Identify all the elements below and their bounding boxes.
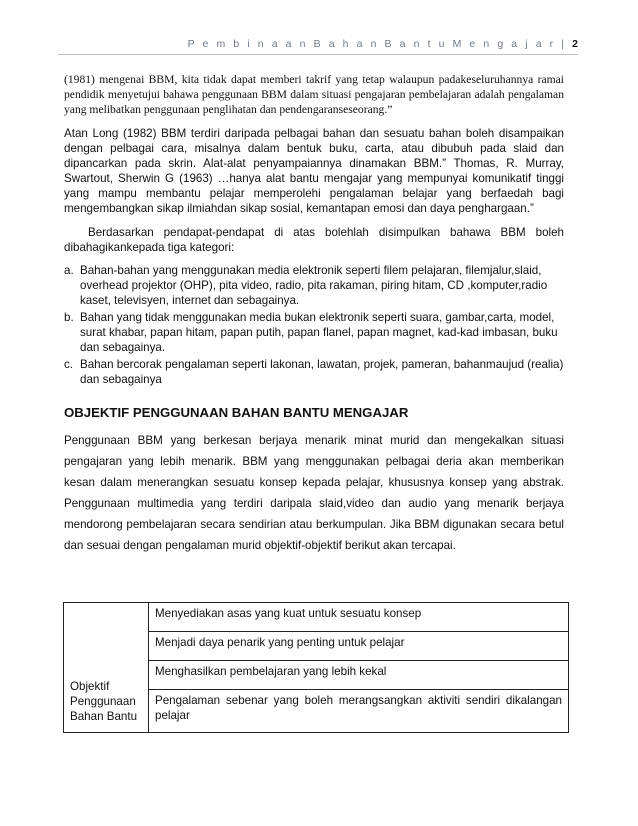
objectives-table [63,602,569,733]
category-list [64,263,564,387]
header-title: P e m b i n a a n B a h a n B a n t u M e n g a j a r [187,38,556,50]
list-item [64,357,564,387]
table-cell: Menyediakan asas yang kuat untuk sesuatu konsep [149,603,569,632]
document-body [64,72,564,556]
paragraph-1: (1981) mengenai BBM, kita tidak dapat memberi takrif yang tetap walaupun padakeseluruhannya ramai pendidik menyetujui bahawa penggunaan BBM dalam situasi pengajaran pembelajaran adalah pengalaman yang melibatkan penggunaan penglihatan dan pendengaranseseorang.” [64,73,564,116]
list-item-text: Bahan yang tidak menggunakan media bukan elektronik seperti suara, gambar,carta, model, surat khabar, papan hitam, papan putih, papan flanel, papan magnet, kad-kad imbasan, buku dan sebagainya. [80,311,558,354]
section-body: Penggunaan BBM yang berkesan berjaya menarik minat murid dan mengekalkan situasi pengajaran yang lebih menarik. BBM yang menggunakan pelbagai deria akan memberikan kesan dalam menerangkan sesuatu konsep kepada pelajar, khususnya konsep yang abstrak. Penggunaan multimedia yang terdiri daripala slaid,video dan audio yang menarik berjaya mendorong pembelajaran secara sendirian atau berkumpulan. Jika BBM digunakan secara betul dan sesuai dengan pengalaman murid objektif-objektif berikut akan tercapai. [64,434,564,552]
table-label-cell: Objektif Penggunaan Bahan Bantu [64,603,149,733]
list-item-text: Bahan-bahan yang menggunakan media elektronik seperti filem pelajaran, filemjalur,slaid, overhead projektor (OHP), pita video, radio, pita rakaman, piring hitam, CD ,komputer,radio kaset, televisyen, internet dan sebagainya. [80,264,548,307]
list-marker: c. [64,358,74,371]
table-cell: Pengalaman sebenar yang boleh merangsangkan aktiviti sendiri dikalangan pelajar [149,690,569,733]
header-separator: | [561,38,567,50]
list-item [64,263,564,308]
list-marker: a. [64,264,74,277]
list-item-text: Bahan bercorak pengalaman seperti lakonan, lawatan, projek, pameran, bahanmaujud (realia) dan sebagainya [80,358,564,386]
table-cell: Menjadi daya penarik yang penting untuk pelajar [149,632,569,661]
section-heading: OBJEKTIF PENGGUNAAN BAHAN BANTU MENGAJAR [64,405,409,420]
list-marker: b. [64,311,74,324]
page-header [58,38,578,55]
table-cell: Menghasilkan pembelajaran yang lebih kekal [149,661,569,690]
paragraph-2: Atan Long (1982) BBM terdiri daripada pelbagai bahan dan sesuatu bahan boleh disampaikan dengan pelbagai cara, misalnya dalam bentuk buku, carta, atau dibubuh pada slaid dan dipancarkan pada skrin. Alat-alat penyampaiannya dinamakan BBM.” Thomas, R. Murray, Swartout, Sherwin G (1963) …hanya alat bantu mengajar yang mempunyai komunikatif tinggi yang mampu membantu pelajar memperolehi pengalaman belajar yang berfaedah bagi mengembangkan sikap ilmiahdan sikap sosial, kemantapan emosi dan daya penghargaan.” [64,127,564,215]
list-item [64,310,564,355]
page-number: 2 [572,38,578,50]
table-row [64,603,569,632]
paragraph-3: Berdasarkan pendapat-pendapat di atas bolehlah disimpulkan bahawa BBM boleh dibahagikankepada tiga kategori: [64,226,564,254]
